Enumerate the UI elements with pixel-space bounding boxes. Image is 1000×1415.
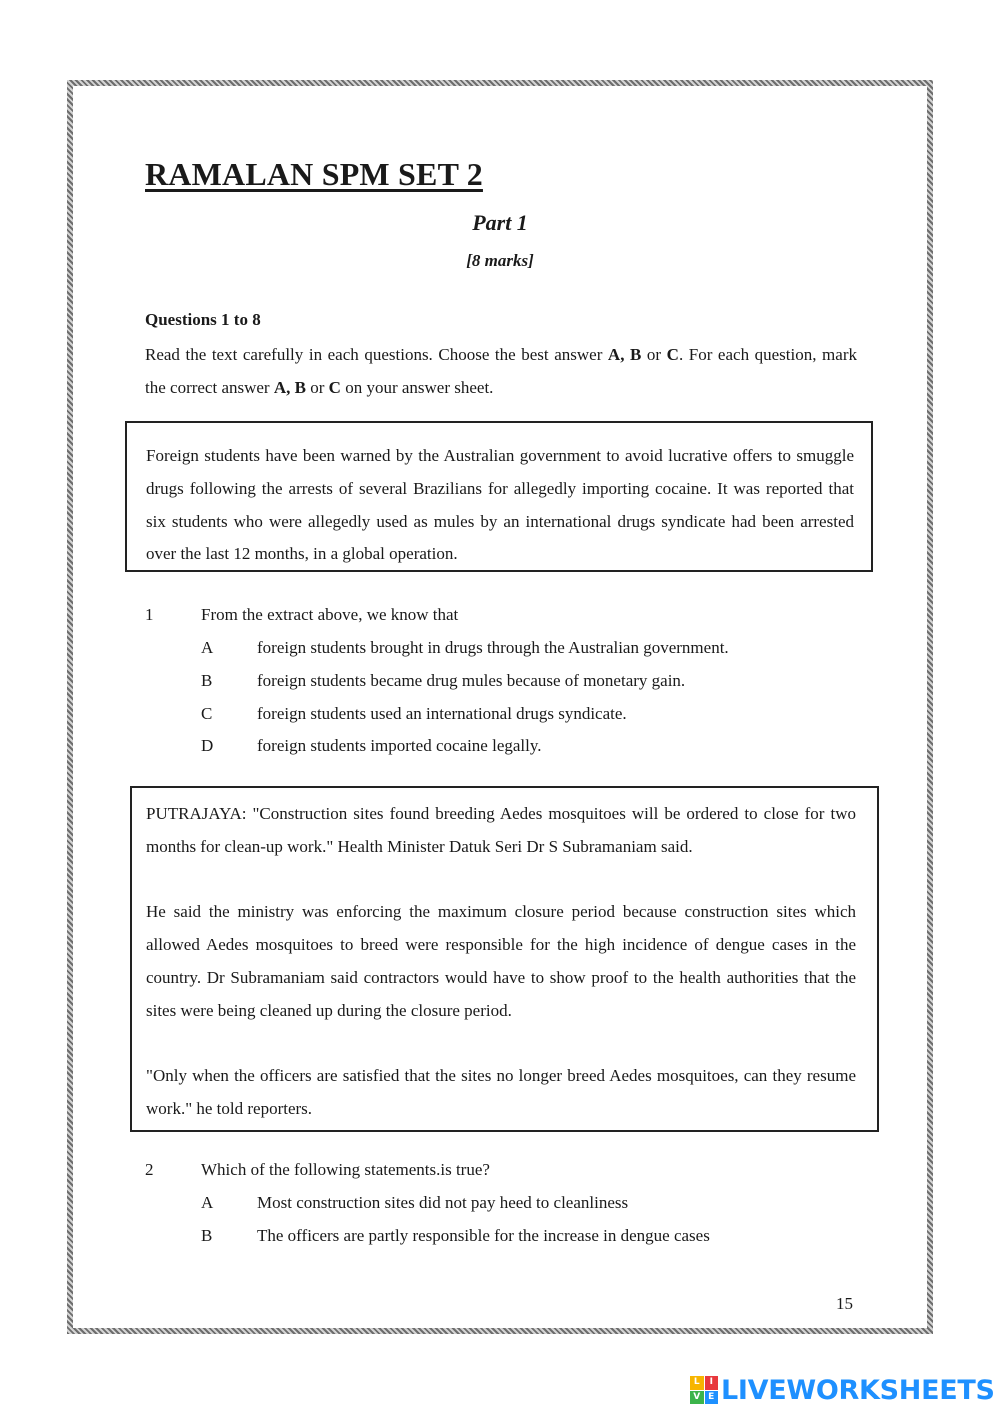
option-letter: A [201, 638, 214, 657]
option-text: foreign students used an international drugs syndicate. [257, 704, 627, 723]
part-label: Part 1 [472, 210, 528, 235]
logo-icon [690, 1376, 718, 1404]
question-stem: Which of the following statements.is true? [201, 1160, 490, 1179]
option-text: Most construction sites did not pay heed to cleanliness [257, 1193, 629, 1212]
marks-label: [8 marks] [466, 251, 534, 270]
brand-name: LIVEWORKSHEETS [721, 1374, 995, 1406]
question-stem: From the extract above, we know that [201, 605, 459, 624]
instructions: Read the text carefully in each questions. Choose the best answer A, B or C. For each question, mark the correct answer A, B or C on your answer sheet. [145, 345, 857, 397]
logo-letter: L [690, 1376, 704, 1390]
liveworksheets-logo[interactable] [690, 1373, 995, 1407]
logo-letter: E [705, 1391, 719, 1405]
passage-2-paragraph: "Only when the officers are satisfied that the sites no longer breed Aedes mosquitoes, can they resume work." he told reporters. [146, 1066, 856, 1119]
passage-2-paragraph: PUTRAJAYA: "Construction sites found breeding Aedes mosquitoes will be ordered to close for two months for clean-up work." Health Minister Datuk Seri Dr S Subramaniam said. [146, 804, 856, 856]
passage-1 [125, 421, 873, 572]
question-number: 1 [145, 605, 154, 624]
option-text: The officers are partly responsible for the increase in dengue cases [257, 1226, 710, 1245]
option-text: foreign students became drug mules because of monetary gain. [257, 671, 686, 690]
passage-1-text: Foreign students have been warned by the Australian government to avoid lucrative offers to smuggle drugs following the arrests of several Brazilians for allegedly importing cocaine. It was reported that six students who were allegedly used as mules by an international drugs syndicate had been arrested over the last 12 months, in a global operation. [146, 446, 854, 564]
logo-letter: V [690, 1391, 704, 1405]
logo-letter: I [705, 1376, 719, 1390]
page-number: 15 [836, 1294, 853, 1313]
questions-heading: Questions 1 to 8 [145, 310, 261, 329]
option-text: foreign students imported cocaine legally. [257, 736, 542, 755]
option-letter: D [201, 736, 214, 755]
question-number: 2 [145, 1160, 154, 1179]
page-title: RAMALAN SPM SET 2 [145, 156, 483, 192]
passage-2-paragraph: He said the ministry was enforcing the maximum closure period because construction sites which allowed Aedes mosquitoes to breed were responsible for the high incidence of dengue cases in the country. Dr Subramaniam said contractors would have to show proof to the health authorities that the sites were being cleaned up during the closure period. [146, 902, 856, 1020]
option-letter: C [201, 704, 213, 723]
option-letter: B [201, 671, 213, 690]
option-text: foreign students brought in drugs through the Australian government. [257, 638, 729, 657]
option-letter: A [201, 1193, 214, 1212]
option-letter: B [201, 1226, 213, 1245]
passage-2 [130, 786, 879, 1132]
